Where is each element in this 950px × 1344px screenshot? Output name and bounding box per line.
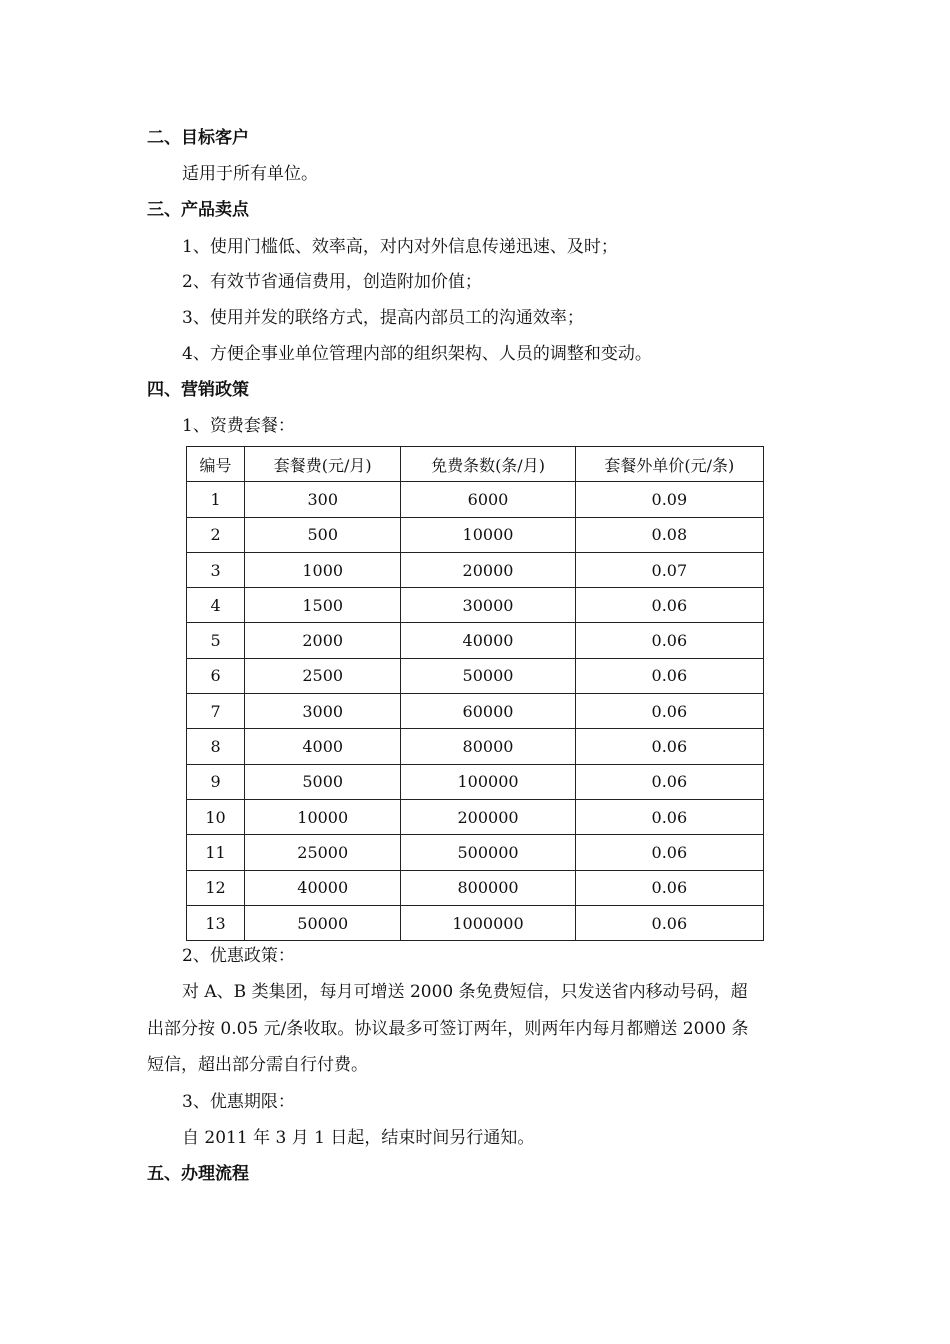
table-cell: 7 xyxy=(187,694,245,729)
table-cell: 8 xyxy=(187,729,245,764)
table-cell: 500 xyxy=(245,517,401,552)
table-cell: 0.09 xyxy=(575,482,763,517)
table-row xyxy=(187,658,764,693)
table-row xyxy=(187,799,764,834)
fee-package-table xyxy=(186,446,764,941)
table-cell: 0.06 xyxy=(575,905,763,940)
table-cell: 3 xyxy=(187,552,245,587)
subheading-fee-packages: 1、资费套餐： xyxy=(182,416,295,436)
section-title-target-customers: 二、目标客户 xyxy=(147,128,249,148)
table-cell: 6 xyxy=(187,658,245,693)
section-title-process: 五、办理流程 xyxy=(147,1164,249,1184)
table-cell: 2 xyxy=(187,517,245,552)
table-cell: 0.07 xyxy=(575,552,763,587)
table-cell: 10 xyxy=(187,799,245,834)
table-cell: 0.06 xyxy=(575,623,763,658)
section-title-marketing-policy: 四、营销政策 xyxy=(147,380,249,400)
table-cell: 1000 xyxy=(245,552,401,587)
table-cell: 13 xyxy=(187,905,245,940)
selling-point-3: 3、使用并发的联络方式，提高内部员工的沟通效率； xyxy=(182,308,584,328)
table-cell: 100000 xyxy=(401,764,575,799)
table-cell: 12 xyxy=(187,870,245,905)
table-cell: 1000000 xyxy=(401,905,575,940)
table-cell: 0.06 xyxy=(575,799,763,834)
selling-point-1: 1、使用门槛低、效率高，对内对外信息传递迅速、及时； xyxy=(182,237,618,257)
table-row xyxy=(187,482,764,517)
table-cell: 3000 xyxy=(245,694,401,729)
table-cell: 200000 xyxy=(401,799,575,834)
table-cell: 0.06 xyxy=(575,835,763,870)
table-row xyxy=(187,623,764,658)
discount-policy-line-3: 短信，超出部分需自行付费。 xyxy=(147,1055,368,1075)
section-title-selling-points: 三、产品卖点 xyxy=(147,200,249,220)
table-cell: 5000 xyxy=(245,764,401,799)
table-cell: 4 xyxy=(187,588,245,623)
table-row xyxy=(187,870,764,905)
table-cell: 0.06 xyxy=(575,658,763,693)
table-cell: 0.06 xyxy=(575,870,763,905)
table-cell: 0.06 xyxy=(575,694,763,729)
header-package-fee: 套餐费(元/月) xyxy=(245,447,401,482)
table-cell: 60000 xyxy=(401,694,575,729)
discount-policy-line-2: 出部分按 0.05 元/条收取。协议最多可签订两年，则两年内每月都赠送 2000 条 xyxy=(147,1019,749,1039)
subheading-discount-period: 3、优惠期限： xyxy=(182,1092,295,1112)
table-row xyxy=(187,729,764,764)
table-cell: 4000 xyxy=(245,729,401,764)
table-row xyxy=(187,588,764,623)
table-cell: 40000 xyxy=(245,870,401,905)
table-cell: 50000 xyxy=(401,658,575,693)
discount-period-text: 自 2011 年 3 月 1 日起，结束时间另行通知。 xyxy=(182,1128,535,1148)
table-cell: 40000 xyxy=(401,623,575,658)
selling-point-4: 4、方便企事业单位管理内部的组织架构、人员的调整和变动。 xyxy=(182,344,652,364)
table-cell: 11 xyxy=(187,835,245,870)
table-cell: 5 xyxy=(187,623,245,658)
table-row xyxy=(187,694,764,729)
discount-policy-line-1: 对 A、B 类集团，每月可增送 2000 条免费短信，只发送省内移动号码，超 xyxy=(182,982,748,1002)
header-free-messages: 免费条数(条/月) xyxy=(401,447,575,482)
table-cell: 0.06 xyxy=(575,764,763,799)
table-row xyxy=(187,764,764,799)
table-cell: 1500 xyxy=(245,588,401,623)
table-header-row xyxy=(187,447,764,482)
table-cell: 0.06 xyxy=(575,729,763,764)
table-cell: 50000 xyxy=(245,905,401,940)
target-customers-text: 适用于所有单位。 xyxy=(182,164,318,184)
table-row xyxy=(187,905,764,940)
selling-point-2: 2、有效节省通信费用，创造附加价值； xyxy=(182,272,482,292)
table-row xyxy=(187,517,764,552)
table-cell: 2500 xyxy=(245,658,401,693)
table-cell: 20000 xyxy=(401,552,575,587)
table-cell: 6000 xyxy=(401,482,575,517)
table-cell: 2000 xyxy=(245,623,401,658)
table-cell: 1 xyxy=(187,482,245,517)
table-row xyxy=(187,835,764,870)
table-cell: 30000 xyxy=(401,588,575,623)
table-cell: 25000 xyxy=(245,835,401,870)
subheading-discount-policy: 2、优惠政策： xyxy=(182,946,295,966)
table-cell: 800000 xyxy=(401,870,575,905)
table-cell: 10000 xyxy=(401,517,575,552)
table-cell: 300 xyxy=(245,482,401,517)
table-cell: 9 xyxy=(187,764,245,799)
table-row xyxy=(187,552,764,587)
table-cell: 80000 xyxy=(401,729,575,764)
table-cell: 0.08 xyxy=(575,517,763,552)
table-cell: 0.06 xyxy=(575,588,763,623)
table-cell: 10000 xyxy=(245,799,401,834)
header-id: 编号 xyxy=(187,447,245,482)
table-cell: 500000 xyxy=(401,835,575,870)
header-extra-unit-price: 套餐外单价(元/条) xyxy=(575,447,763,482)
